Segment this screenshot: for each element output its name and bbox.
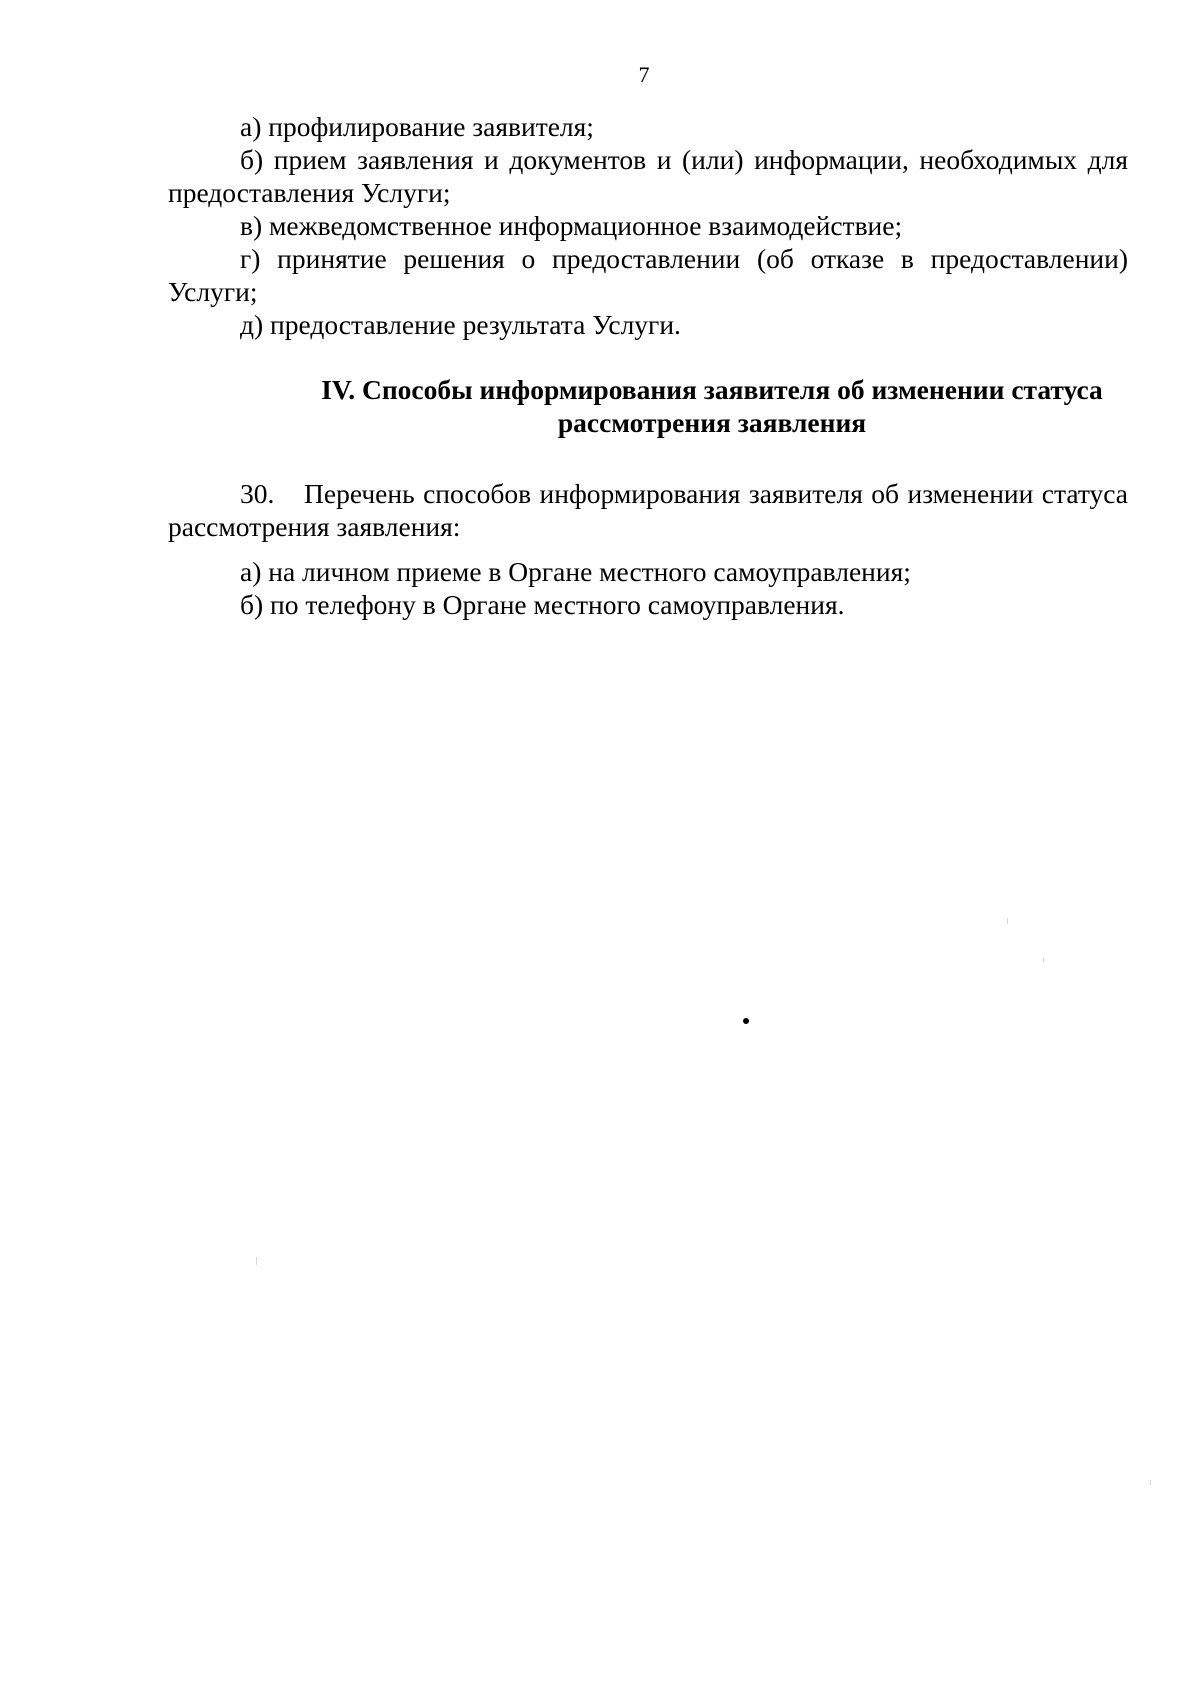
method-item-b: б) по телефону в Органе местного самоуправления. [240,589,845,620]
list-item-b: б) прием заявления и документов и (или) информации, необходимых для предоставления Услуги; [168,144,1128,208]
scan-speck [1150,1480,1151,1485]
paragraph-30-number: 30. [240,478,275,509]
scan-dot-mark [743,1018,749,1024]
scan-speck [1007,918,1008,924]
section-heading-line-2: рассмотрения заявления [557,407,867,438]
method-item-a: а) на личном приеме в Органе местного самоуправления; [240,556,911,587]
list-item-a: а) профилирование заявителя; [240,111,594,142]
document-body [168,110,1128,621]
section-heading [168,373,1128,439]
list-item-c: в) межведомственное информационное взаимодействие; [240,210,903,241]
paragraph-30-text: Перечень способов информирования заявителя об изменении статуса рассмотрения заявления: [168,478,1128,542]
list-item-d: г) принятие решения о предоставлении (об отказе в предоставлении) Услуги; [168,243,1128,307]
page-number: 7 [638,62,650,87]
list-item-e: д) предоставление результата Услуги. [240,309,681,340]
scan-speck [256,1257,257,1265]
paragraph-30 [168,477,1128,543]
scan-speck [1043,958,1044,962]
section-heading-line-1: IV. Способы информирования заявителя об изменении статуса [321,374,1103,405]
